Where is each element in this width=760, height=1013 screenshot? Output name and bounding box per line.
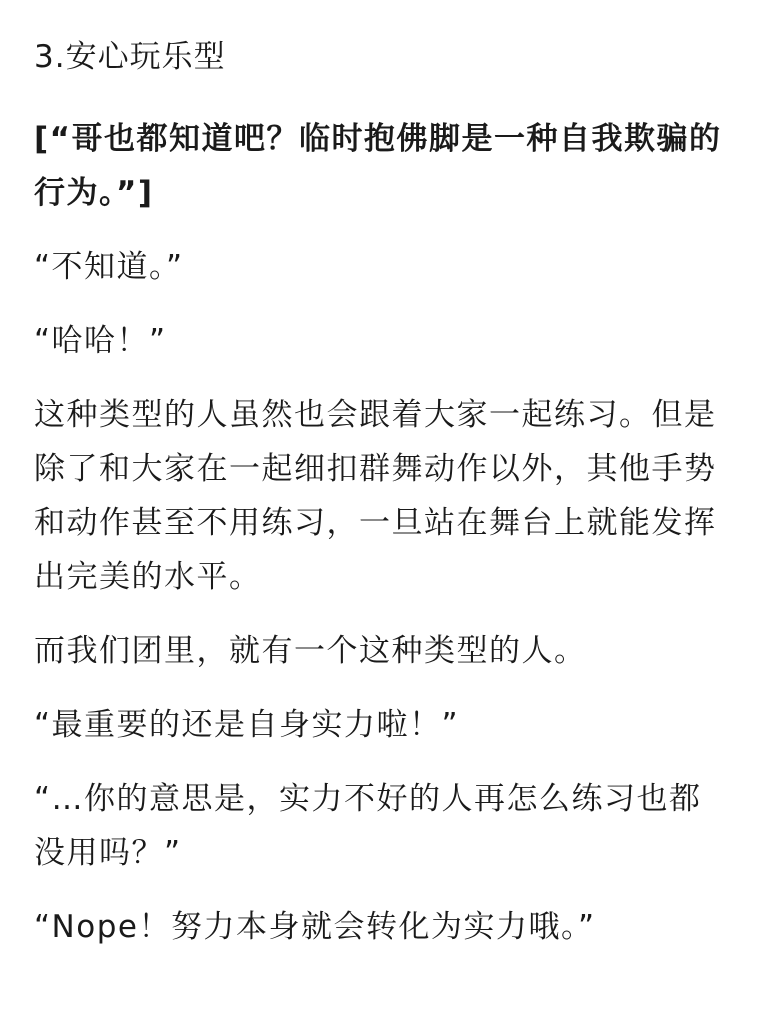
spacer: [34, 880, 730, 900]
paragraph-dialogue-5: “Nope！努力本身就会转化为实力哦。”: [34, 909, 596, 945]
spacer: [34, 752, 730, 772]
spacer: [34, 604, 730, 624]
paragraph-dialogue-1: “不知道。”: [34, 249, 184, 285]
spacer: [34, 368, 730, 388]
paragraph-description: 这种类型的人虽然也会跟着大家一起练习。但是除了和大家在一起细扣群舞动作以外，其他手势和动作甚至不用练习，一旦站在舞台上就能发挥出完美的水平。: [34, 397, 717, 595]
spacer: [34, 678, 730, 698]
paragraph-dialogue-2: “哈哈！”: [34, 323, 167, 359]
spacer: [34, 220, 730, 240]
paragraph-team-note: 而我们团里，就有一个这种类型的人。: [34, 633, 587, 669]
paragraph-dialogue-4: “…你的意思是，实力不好的人再怎么练习也都没用吗？”: [34, 781, 702, 871]
section-title: 3.安心玩乐型: [34, 39, 226, 75]
paragraph-dialogue-3: “最重要的还是自身实力啦！”: [34, 707, 460, 743]
bold-quote: [“哥也都知道吧？临时抱佛脚是一种自我欺骗的行为。”]: [34, 121, 722, 211]
spacer: [34, 294, 730, 314]
